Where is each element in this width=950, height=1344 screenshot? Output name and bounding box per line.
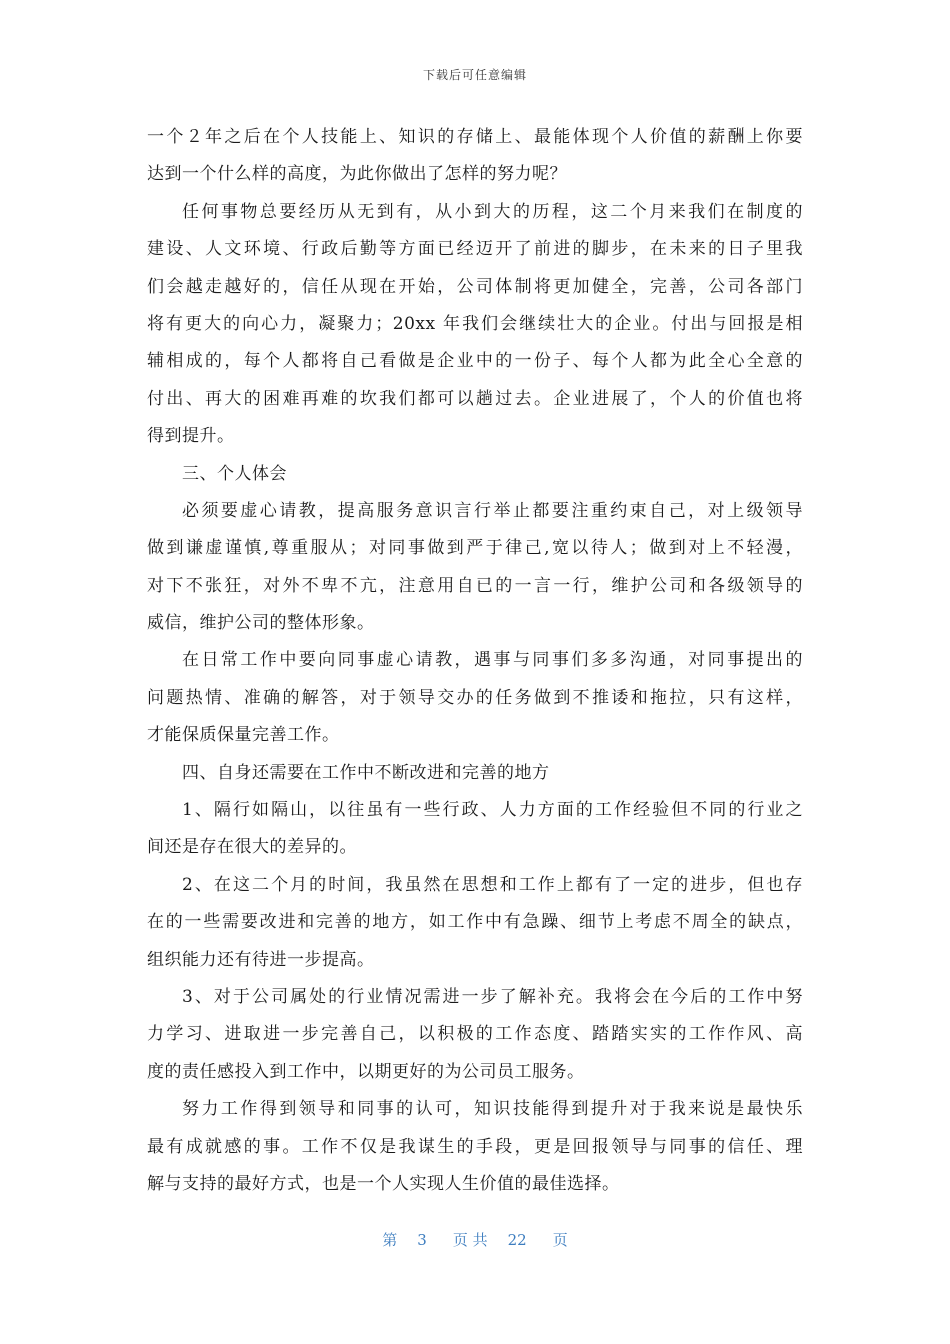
text-line: 最有成就感的事。工作不仅是我谋生的手段，更是回报领导与同事的信任、理 <box>147 1136 803 1157</box>
text-line: 力学习、进取进一步完善自己，以积极的工作态度、踏踏实实的工作作风、高 <box>147 1024 803 1045</box>
text-line: 们会越走越好的，信任从现在开始，公司体制将更加健全，完善，公司各部门 <box>147 276 803 297</box>
text-line: 四、自身还需要在工作中不断改进和完善的地方 <box>182 762 550 783</box>
footer-middle: 页 共 <box>452 1231 488 1249</box>
text-line: 2、在这二个月的时间，我虽然在思想和工作上都有了一定的进步，但也存 <box>182 874 803 895</box>
document-body <box>147 119 803 1203</box>
text-line: 三、个人体会 <box>182 463 287 484</box>
footer-prefix: 第 <box>382 1231 398 1249</box>
text-line: 对下不张狂，对外不卑不亢，注意用自已的一言一行，维护公司和各级领导的 <box>147 575 803 596</box>
text-line: 威信，维护公司的整体形象。 <box>147 613 375 634</box>
text-line: 度的责任感投入到工作中，以期更好的为公司员工服务。 <box>147 1061 585 1082</box>
text-line: 在的一些需要改进和完善的地方，如工作中有急躁、细节上考虑不周全的缺点， <box>147 912 803 933</box>
text-line: 建设、人文环境、行政后勤等方面已经迈开了前进的脚步，在未来的日子里我 <box>147 239 803 260</box>
footer-current-page: 3 <box>417 1231 427 1249</box>
page-header-watermark: 下载后可任意编辑 <box>422 68 527 82</box>
text-line: 达到一个什么样的高度，为此你做出了怎样的努力呢？ <box>147 164 567 185</box>
text-line: 间还是存在很大的差异的。 <box>147 837 357 858</box>
text-line: 3、对于公司属处的行业情况需进一步了解补充。我将会在今后的工作中努 <box>182 986 803 1007</box>
text-line: 将有更大的向心力，凝聚力；20xx 年我们会继续壮大的企业。付出与回报是相 <box>147 313 803 334</box>
text-line: 在日常工作中要向同事虚心请教，遇事与同事们多多沟通，对同事提出的 <box>182 650 803 671</box>
text-line: 一个２年之后在个人技能上、知识的存储上、最能体现个人价值的薪酬上你要 <box>147 127 803 147</box>
text-line: 解与支持的最好方式，也是一个人实现人生价值的最佳选择。 <box>147 1173 620 1194</box>
text-line: 问题热情、准确的解答，对于领导交办的任务做到不推诿和拖拉，只有这样， <box>147 687 803 708</box>
text-line: 做到谦虚谨慎,尊重服从；对同事做到严于律己,宽以待人；做到对上不轻漫， <box>147 538 803 559</box>
text-line: 辅相成的，每个人都将自己看做是企业中的一份子、每个人都为此全心全意的 <box>147 351 803 372</box>
footer-total-pages: 22 <box>507 1231 527 1249</box>
text-line: 努力工作得到领导和同事的认可，知识技能得到提升对于我来说是最快乐 <box>182 1099 803 1120</box>
text-line: 组织能力还有待进一步提高。 <box>147 949 375 970</box>
page-number-footer <box>0 1229 950 1250</box>
footer-suffix: 页 <box>552 1231 568 1249</box>
text-line: 任何事物总要经历从无到有，从小到大的历程，这二个月来我们在制度的 <box>182 201 803 222</box>
text-line: 得到提升。 <box>147 426 235 447</box>
text-line: 1、隔行如隔山，以往虽有一些行政、人力方面的工作经验但不同的行业之 <box>182 800 803 821</box>
text-line: 付出、再大的困难再难的坎我们都可以趟过去。企业进展了，个人的价值也将 <box>147 388 803 409</box>
text-line: 才能保质保量完善工作。 <box>147 725 340 746</box>
text-line: 必须要虚心请教，提高服务意识言行举止都要注重约束自己，对上级领导 <box>182 500 803 521</box>
